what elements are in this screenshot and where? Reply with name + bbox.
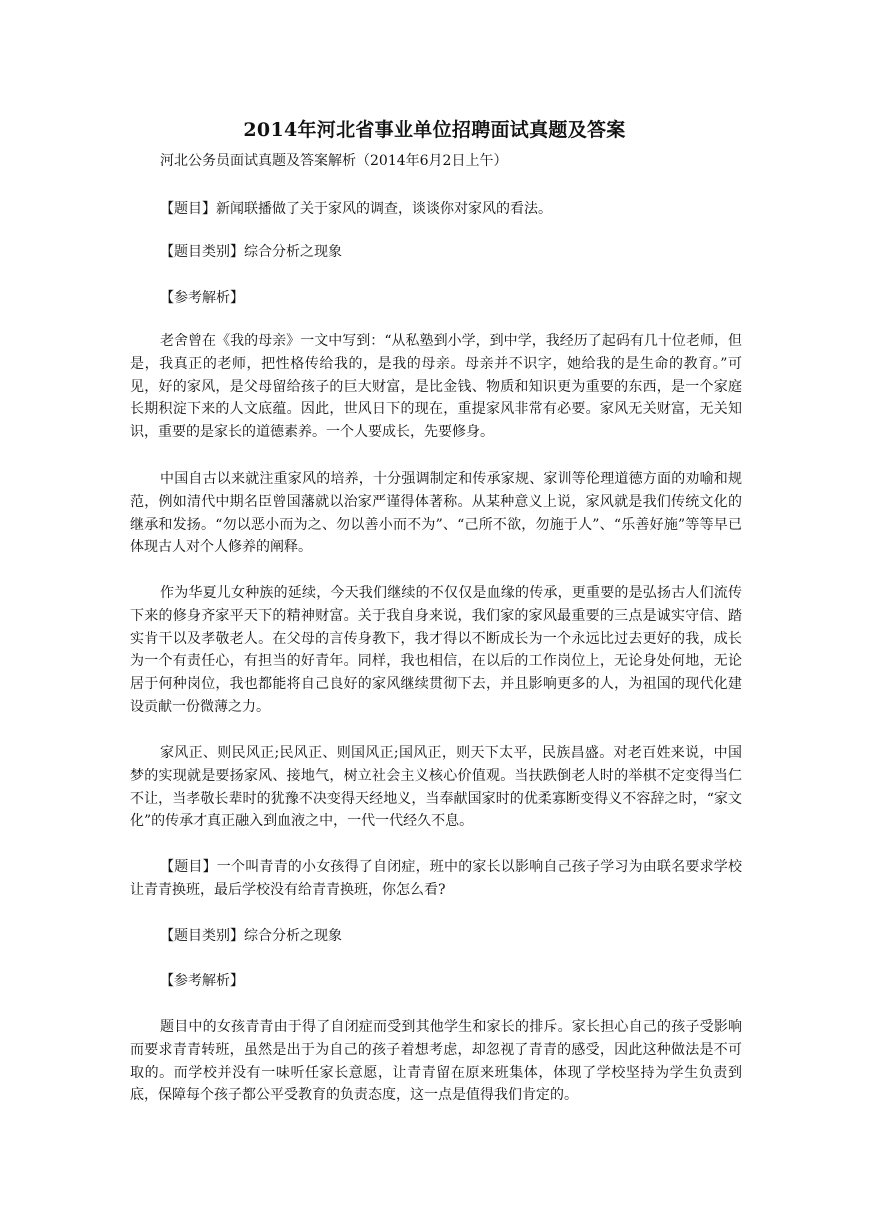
question-2-paragraph: 题目中的女孩青青由于得了自闭症而受到其他学生和家长的排斥。家长担心自己的孩子受影响而要求青青转班，虽然是出于为自己的孩子着想考虑，却忽视了青青的感受，因此这种做法是不可取的。而学校并没有一味听任家长意愿，让青青留在原来班集体，体现了学校坚持为学生负责到底，保障每个孩子都公平受教育的负责态度，这一点是值得我们肯定的。 (130, 1019, 742, 1104)
question-1-paragraph: 老舍曾在《我的母亲》一文中写到：“从私塾到小学，到中学，我经历了起码有几十位老师，但是，我真正的老师，把性格传给我的，是我的母亲。母亲并不识字，她给我的是生命的教育。”可见，好的家风，是父母留给孩子的巨大财富，是比金钱、物质和知识更为重要的东西，是一个家庭长期积淀下来的人文底蕴。因此，世风日下的现在，重提家风非常有必要。家风无关财富，无关知识，重要的是家长的道德素养。一个人要成长，先要修身。 (130, 333, 742, 441)
question-1: 【题目】新闻联播做了关于家风的调查，谈谈你对家风的看法。 (160, 201, 552, 217)
question-2-category: 【题目类别】综合分析之现象 (160, 928, 342, 944)
document-title: 2014年河北省事业单位招聘面试真题及答案 (243, 119, 626, 141)
document-subtitle: 河北公务员面试真题及答案解析（2014年6月2日上午） (160, 153, 508, 169)
question-1-category: 【题目类别】综合分析之现象 (160, 244, 342, 260)
question-1-paragraph: 作为华夏儿女种族的延续，今天我们继续的不仅仅是血缘的传承，更重要的是弘扬古人们流传下来的修身齐家平天下的精神财富。关于我自身来说，我们家的家风最重要的三点是诚实守信、踏实肯干以及孝敬老人。在父母的言传身教下，我才得以不断成长为一个永远比过去更好的我，成长为一个有责任心，有担当的好青年。同样，我也相信，在以后的工作岗位上，无论身处何地，无论居于何种岗位，我也都能将自己良好的家风继续贯彻下去，并且影响更多的人，为祖国的现代化建设贡献一份微薄之力。 (130, 585, 742, 715)
question-2: 【题目】一个叫青青的小女孩得了自闭症，班中的家长以影响自己孩子学习为由联名要求学校让青青换班，最后学校没有给青青换班，你怎么看? (130, 859, 742, 898)
question-1-paragraph: 家风正、则民风正;民风正、则国风正;国风正，则天下太平，民族昌盛。对老百姓来说，中国梦的实现就是要扬家风、接地气，树立社会主义核心价值观。当扶跌倒老人时的举棋不定变得当仁不让，当孝敬长辈时的犹豫不决变得天经地义，当奉献国家时的优柔寡断变得义不容辞之时，“家文化”的传承才真正融入到血液之中，一代一代经久不息。 (130, 745, 742, 830)
question-1-analysis-label: 【参考解析】 (160, 290, 244, 306)
question-1-paragraph: 中国自古以来就注重家风的培养，十分强调制定和传承家规、家训等伦理道德方面的劝喻和规范，例如清代中期名臣曾国藩就以治家严谨得体著称。从某种意义上说，家风就是我们传统文化的继承和发扬。“勿以恶小而为之、勿以善小而不为”、“己所不欲，勿施于人”、“乐善好施”等等早已体现古人对个人修养的阐释。 (130, 471, 742, 556)
question-2-analysis-label: 【参考解析】 (160, 973, 244, 989)
